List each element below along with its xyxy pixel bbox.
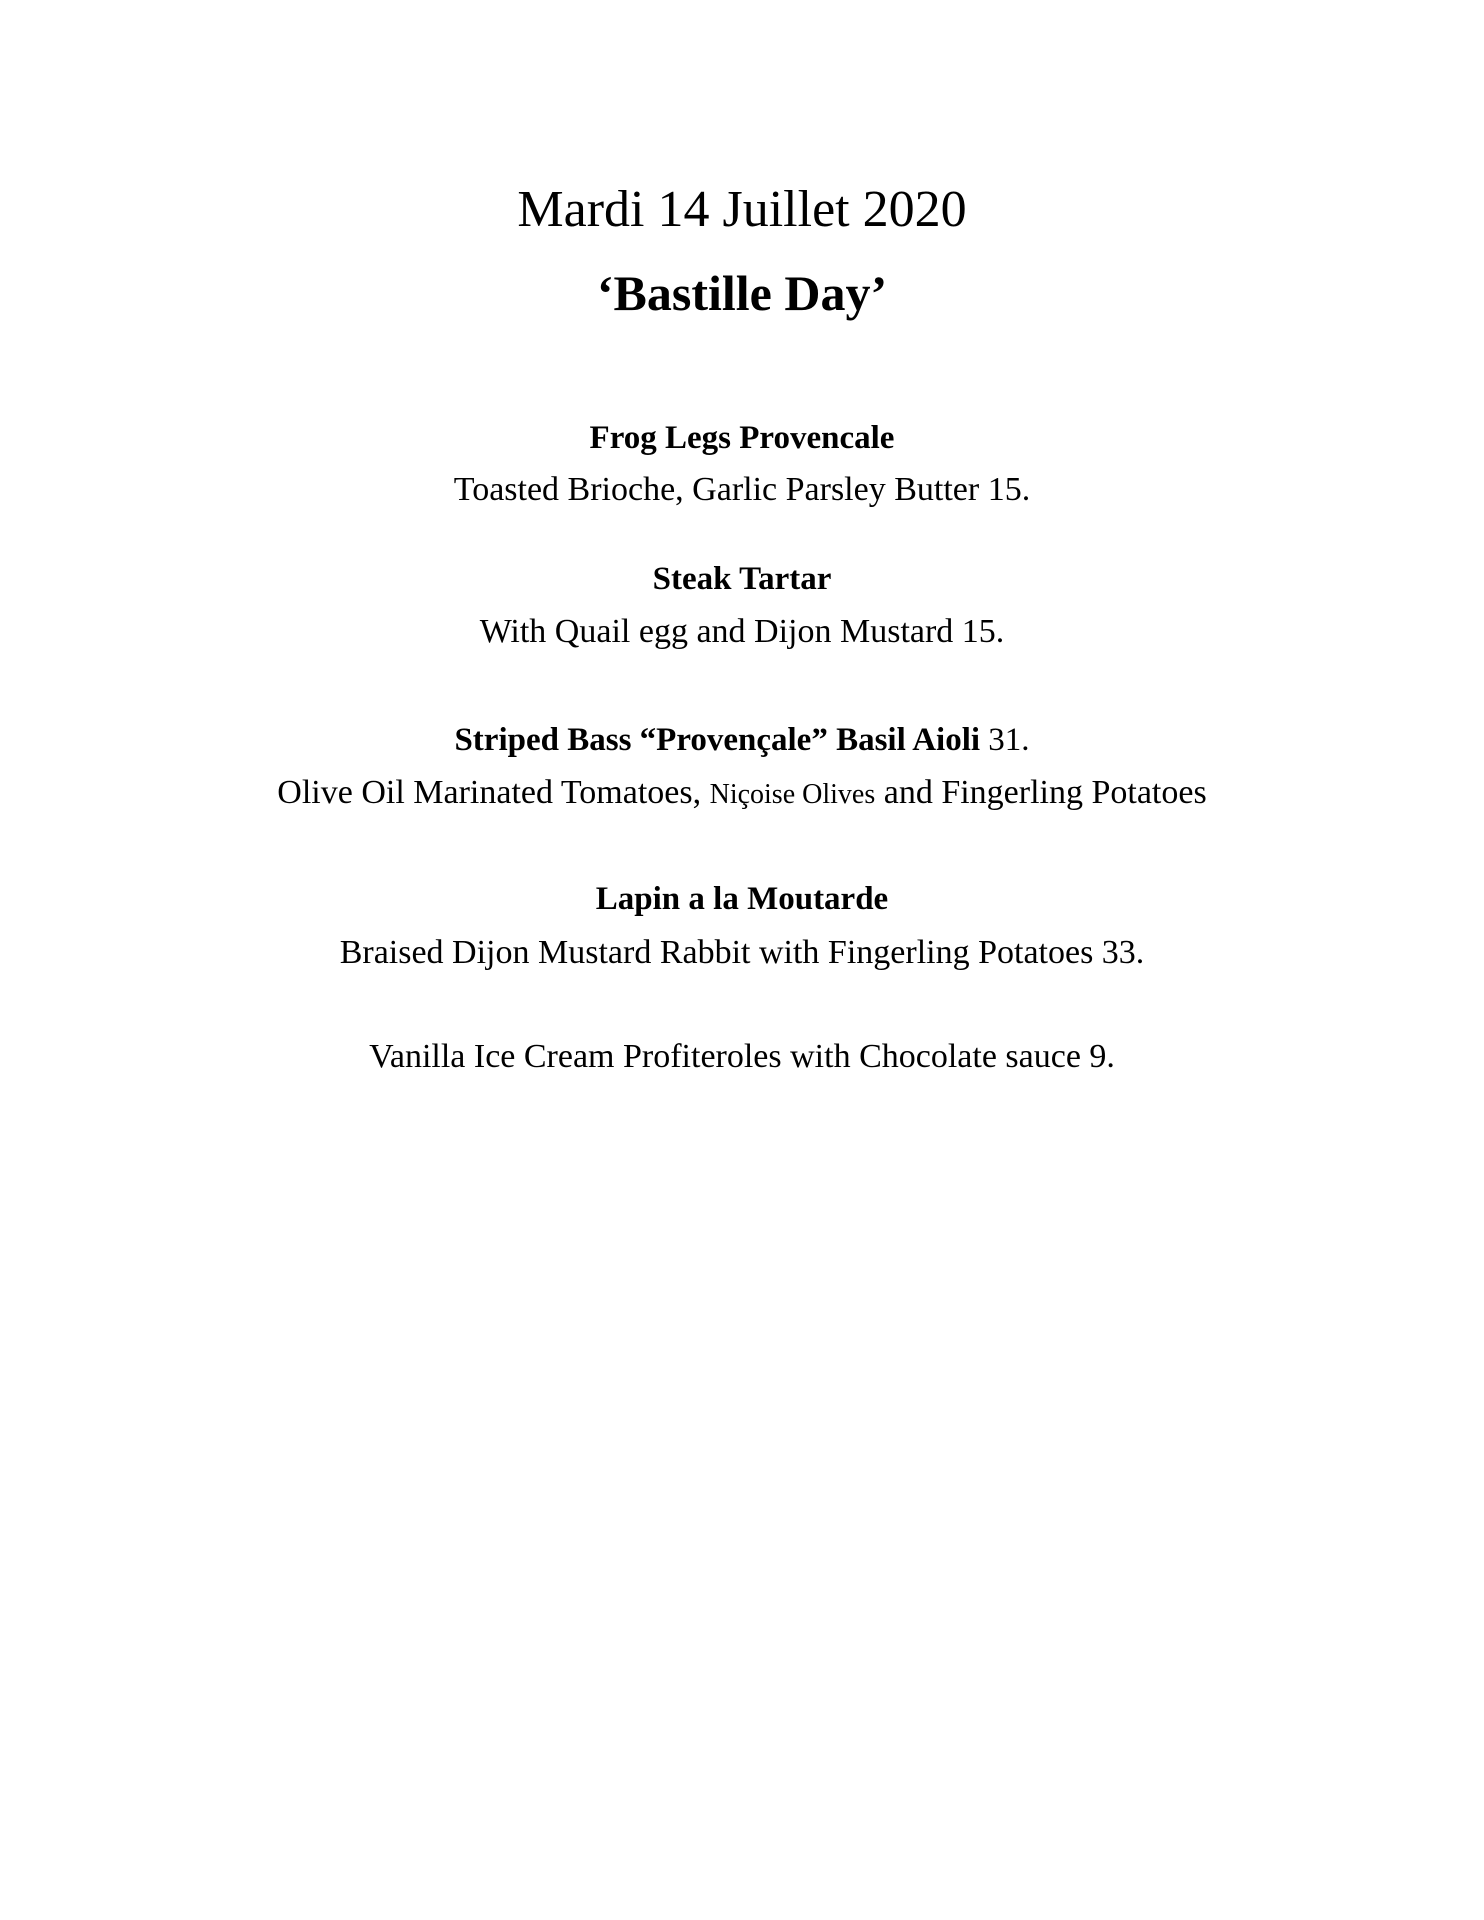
dish-description-steak-tartar: With Quail egg and Dijon Mustard 15. <box>479 613 1005 650</box>
dish-description-frog-legs: Toasted Brioche, Garlic Parsley Butter 15. <box>453 471 1031 508</box>
dish-name-lapin: Lapin a la Moutarde <box>595 881 889 917</box>
dish-name-frog-legs: Frog Legs Provencale <box>589 420 895 456</box>
dish-name-striped-bass: Striped Bass “Provençale” Basil Aioli <box>454 722 981 758</box>
dish-heading-striped-bass <box>0 724 1484 757</box>
dish-description-lapin: Braised Dijon Mustard Rabbit with Fingerling Potatoes 33. <box>339 934 1145 971</box>
dish-description-part-small: Niçoise Olives <box>709 779 876 810</box>
dish-description-part: and Fingerling Potatoes <box>875 774 1207 811</box>
dish-name-steak-tartar: Steak Tartar <box>652 561 832 597</box>
menu-occasion-title: ‘Bastille Day’ <box>596 265 888 321</box>
menu-date: Mardi 14 Juillet 2020 <box>517 181 967 238</box>
dish-description-dessert: Vanilla Ice Cream Profiteroles with Chocolate sauce 9. <box>369 1038 1115 1075</box>
dish-description-part: Olive Oil Marinated Tomatoes, <box>277 774 710 811</box>
dish-price-striped-bass: 31. <box>988 722 1030 758</box>
dish-description-striped-bass <box>0 776 1484 810</box>
